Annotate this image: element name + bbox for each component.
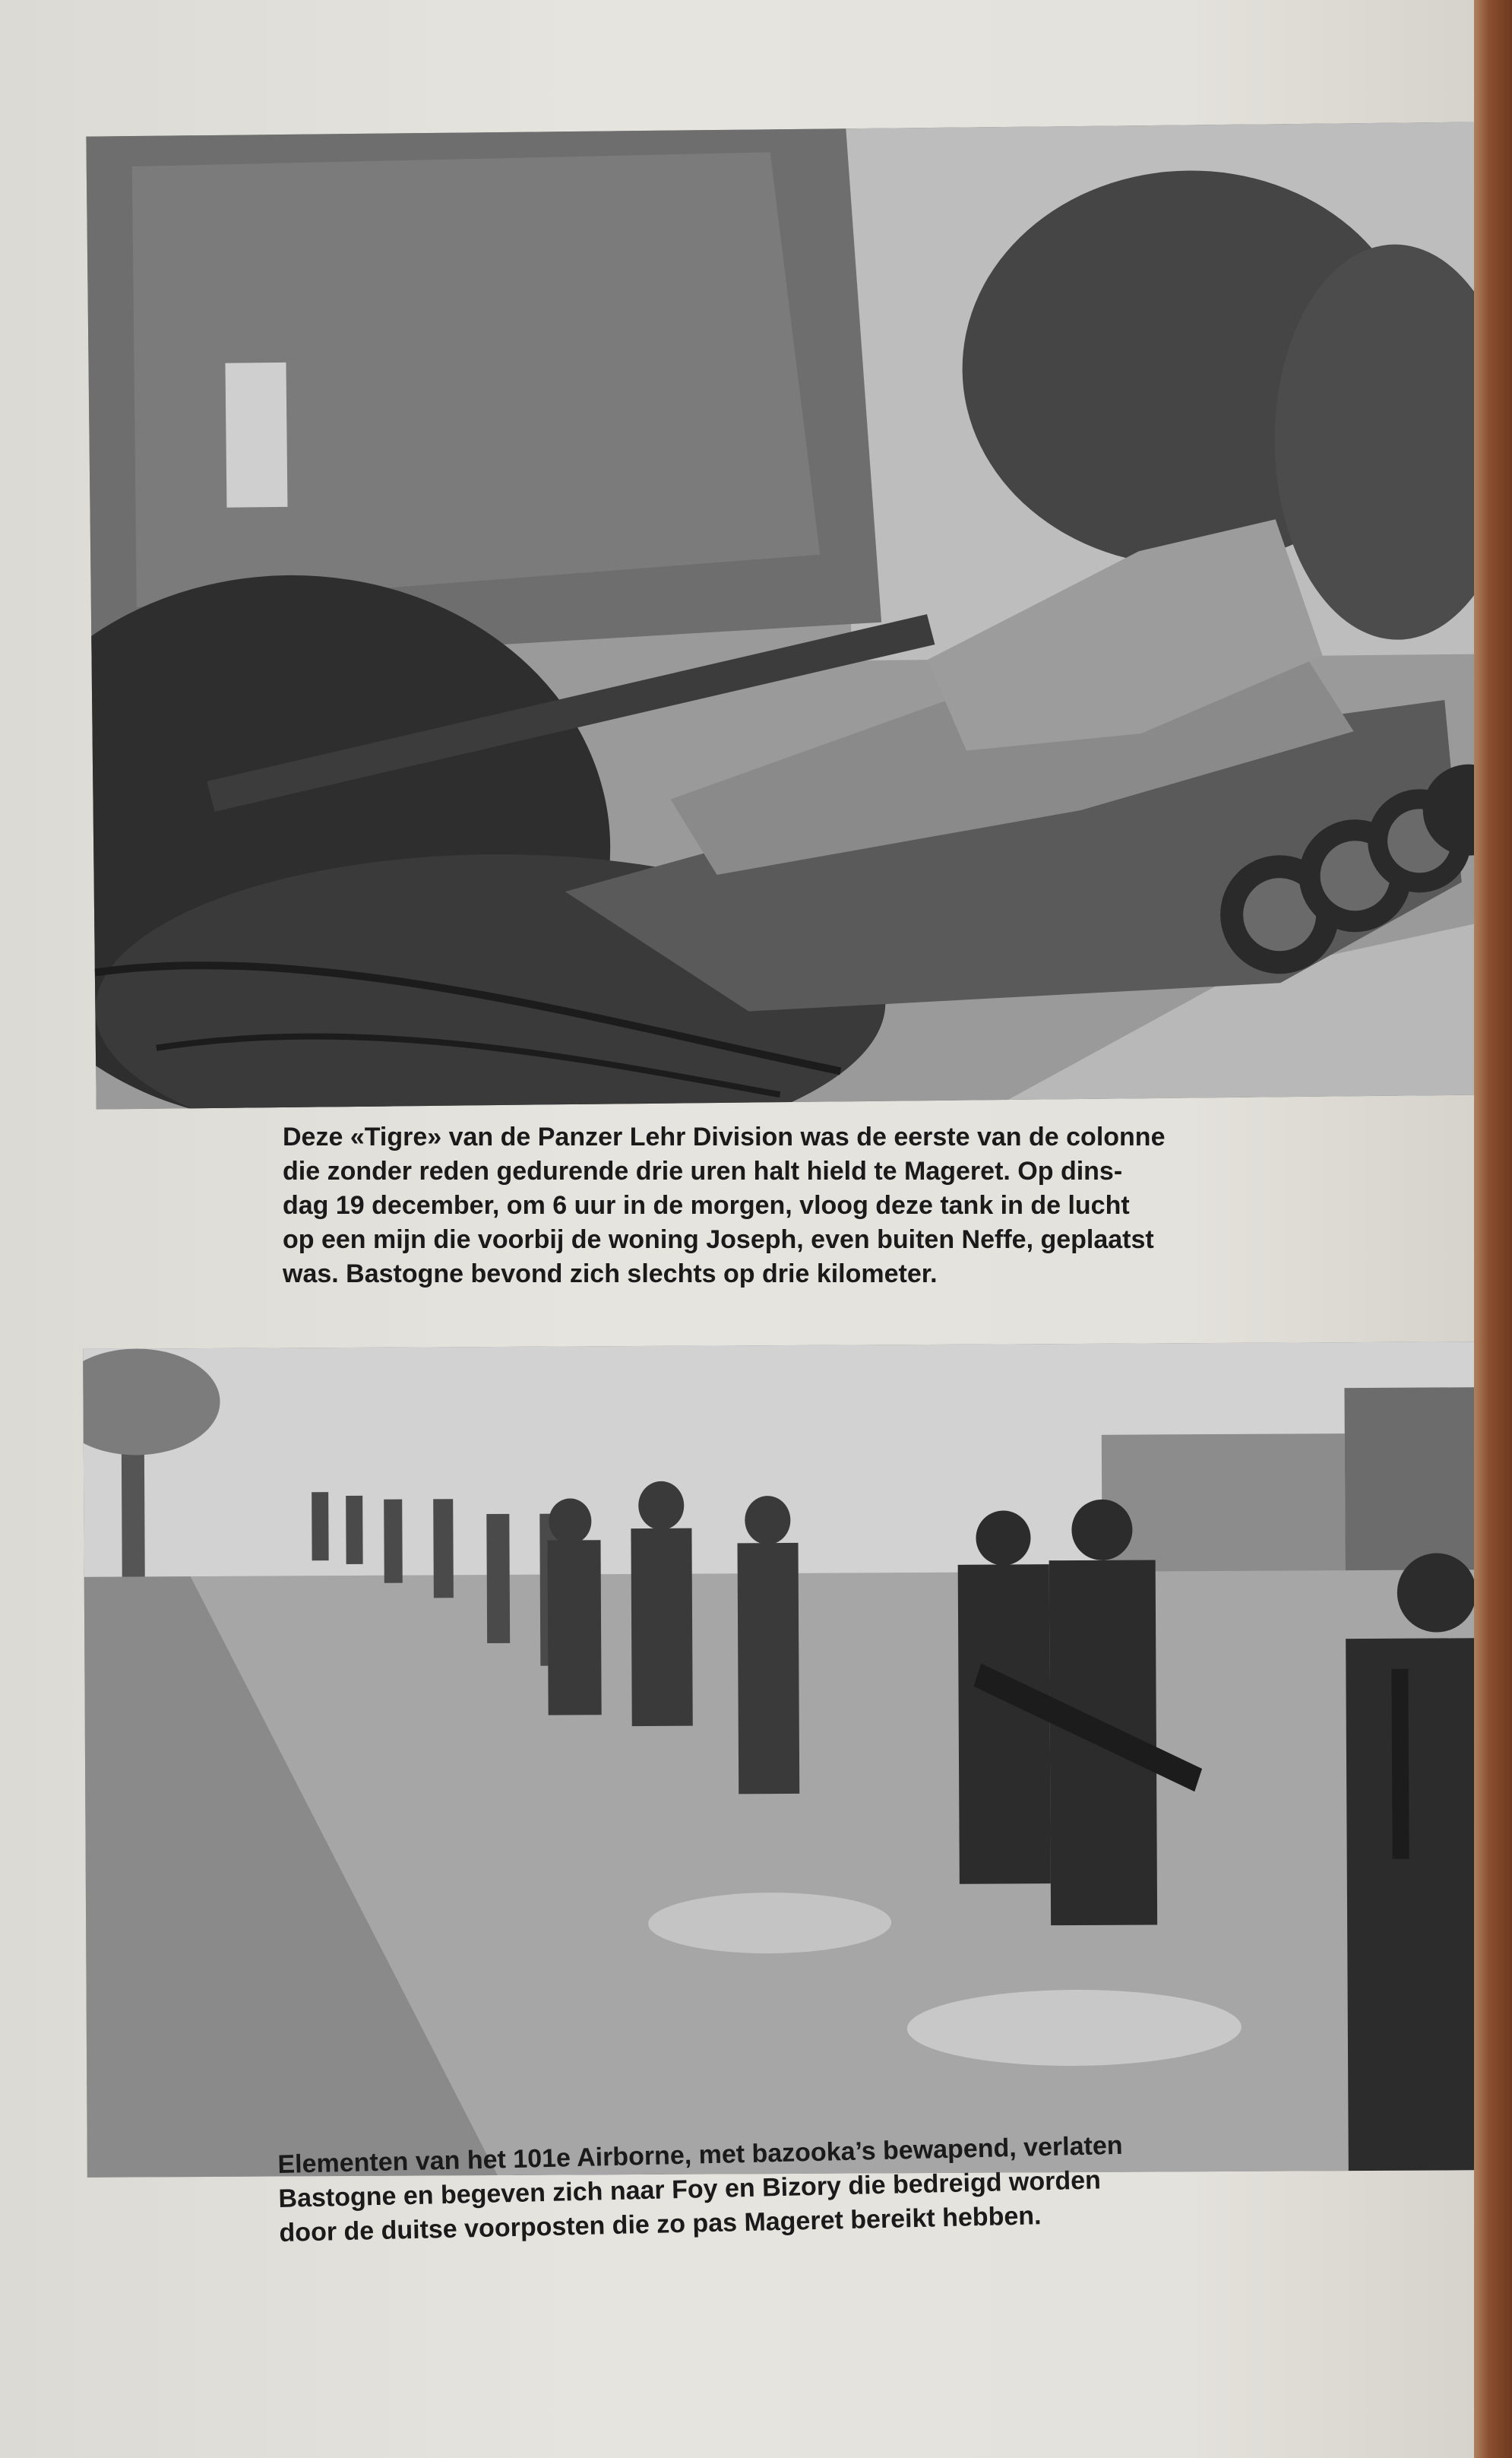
soldiers-photo	[83, 1341, 1474, 2178]
caption-line: was. Bastogne bevond zich slechts op drie kilometer.	[283, 1259, 938, 1288]
caption-line: door de duitse voorposten die zo pas Mageret bereikt hebben.	[279, 2201, 1042, 2247]
caption-line: dag 19 december, om 6 uur in de morgen, vloog deze tank in de lucht	[283, 1191, 1130, 1220]
caption-line: op een mijn die voorbij de woning Joseph, even buiten Neffe, geplaatst	[283, 1225, 1154, 1254]
tank-photo-image	[86, 122, 1474, 1109]
caption-line: Elementen van het 101e Airborne, met bazooka’s bewapend, verlaten	[277, 2130, 1123, 2179]
book-spine-edge	[1474, 0, 1512, 2458]
soldiers-photo-image	[83, 1341, 1474, 2178]
tank-photo-caption	[283, 1120, 1346, 1291]
caption-line: Bastogne en begeven zich naar Foy en Bizory die bedreigd worden	[278, 2165, 1102, 2213]
caption-line: Deze «Tigre» van de Panzer Lehr Division was de eerste van de colonne	[283, 1123, 1166, 1151]
tank-photo	[86, 122, 1474, 1109]
caption-line: die zonder reden gedurende drie uren halt hield te Mageret. Op dins-	[283, 1157, 1123, 1186]
